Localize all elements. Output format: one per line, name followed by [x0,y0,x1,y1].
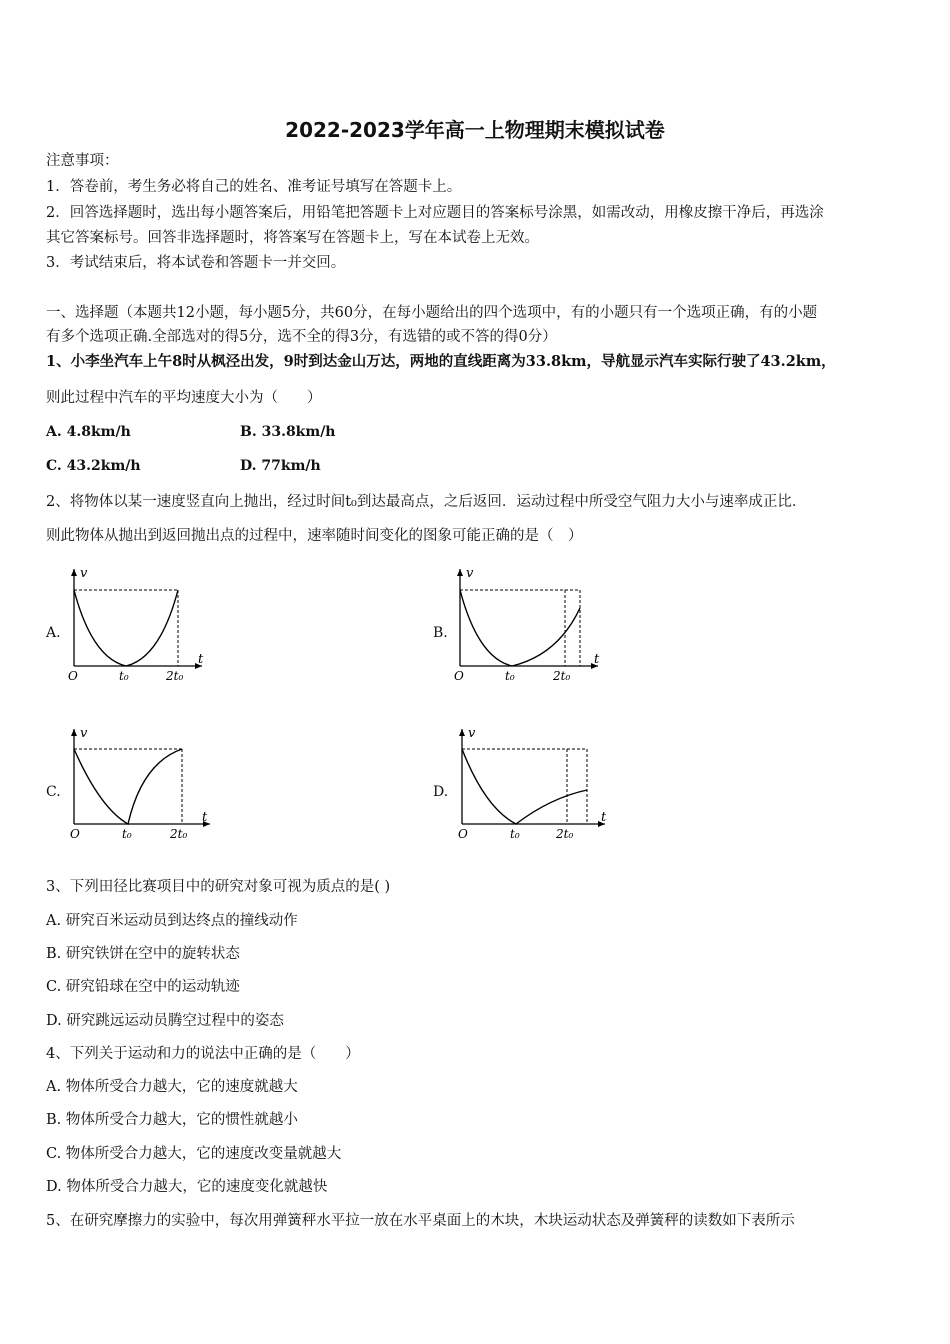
q3-stem: 3、下列田径比赛项目中的研究对象可视为质点的是( ) [46,879,391,895]
q1-stem-1: 1、小李坐汽车上午8时从枫泾出发，9时到达金山万达，两地的直线距离为33.8km，导航显示汽车实际行驶了43.2km， [46,353,836,370]
fig-d-axis-t: t [601,810,607,825]
notice-item-3: 3．考试结束后，将本试卷和答题卡一并交回。 [46,255,346,271]
notice-item-1: 1．答卷前，考生务必将自己的姓名、准考证号填写在答题卡上。 [46,179,462,195]
q3-option-d: D. 研究跳远运动员腾空过程中的姿态 [46,1013,284,1029]
page-title: 2022-2023学年高一上物理期末模拟试卷 [285,118,665,142]
fig-b-tick-t0: t₀ [505,669,515,683]
fig-d-origin: O [458,827,468,841]
fig-c-tick-t0: t₀ [122,827,132,841]
fig-a-axis-t: t [198,652,204,667]
q3-option-a: A. 研究百米运动员到达终点的撞线动作 [46,913,298,929]
q4-option-b: B. 物体所受合力越大，它的惯性就越小 [46,1112,298,1128]
q2-figure-b-label: B. [433,625,448,641]
q3-option-c: C. 研究铅球在空中的运动轨迹 [46,979,240,995]
fig-c-origin: O [70,827,80,841]
fig-c-axis-t: t [202,810,208,825]
q2-stem-1: 2、将物体以某一速度竖直向上抛出，经过时间t₀到达最高点，之后返回．运动过程中所受空气阻力大小与速率成正比． [46,494,807,510]
q1-stem-2: 则此过程中汽车的平均速度大小为（ ） [46,390,322,406]
q2-figure-d-label: D. [433,784,449,800]
q2-figure-a-label: A. [46,625,61,641]
q4-option-a: A. 物体所受合力越大，它的速度就越大 [46,1079,298,1095]
fig-a-axis-v: v [80,566,88,581]
q1-option-b: B. 33.8km/h [240,424,336,440]
q2-figure-c [62,723,222,843]
section-intro-2: 有多个选项正确.全部选对的得5分，选不全的得3分，有选错的或不答的得0分） [46,329,557,345]
fig-c-tick-2t0: 2t₀ [170,827,188,841]
fig-a-tick-2t0: 2t₀ [166,669,184,683]
q1-option-d: D. 77km/h [240,458,321,474]
fig-b-axis-t: t [594,652,600,667]
q1-option-a: A. 4.8km/h [46,424,131,440]
section-intro-1: 一、选择题（本题共12小题，每小题5分，共60分，在每小题给出的四个选项中，有的小题只有一个选项正确，有的小题 [46,305,818,321]
fig-d-tick-2t0: 2t₀ [556,827,574,841]
q5-stem: 5、在研究摩擦力的实验中，每次用弹簧秤水平拉一放在水平桌面上的木块，木块运动状态及弹簧秤的读数如下表所示 [46,1213,795,1229]
q4-stem: 4、下列关于运动和力的说法中正确的是（ ） [46,1046,360,1062]
q2-figure-d [450,723,615,843]
q2-figure-a [62,563,212,683]
notice-item-2a: 2．回答选择题时，选出每小题答案后，用铅笔把答题卡上对应题目的答案标号涂黑，如需改动，用橡皮擦干净后，再选涂 [46,205,824,221]
q1-option-c: C. 43.2km/h [46,458,141,474]
fig-a-origin: O [68,669,78,683]
notice-item-2b: 其它答案标号。回答非选择题时，将答案写在答题卡上，写在本试卷上无效。 [46,230,539,246]
fig-b-axis-v: v [466,566,474,581]
fig-b-tick-2t0: 2t₀ [553,669,571,683]
q4-option-c: C. 物体所受合力越大，它的速度改变量就越大 [46,1146,342,1162]
fig-d-tick-t0: t₀ [510,827,520,841]
fig-c-axis-v: v [80,726,88,741]
q4-option-d: D. 物体所受合力越大，它的速度变化就越快 [46,1179,328,1195]
notice-heading: 注意事项： [46,153,119,169]
q2-figure-b [448,563,608,683]
q2-stem-2: 则此物体从抛出到返回抛出点的过程中，速率随时间变化的图象可能正确的是（ ） [46,528,583,544]
fig-d-axis-v: v [468,726,476,741]
q3-option-b: B. 研究铁饼在空中的旋转状态 [46,946,240,962]
q2-figure-c-label: C. [46,784,61,800]
fig-b-origin: O [454,669,464,683]
fig-a-tick-t0: t₀ [119,669,129,683]
